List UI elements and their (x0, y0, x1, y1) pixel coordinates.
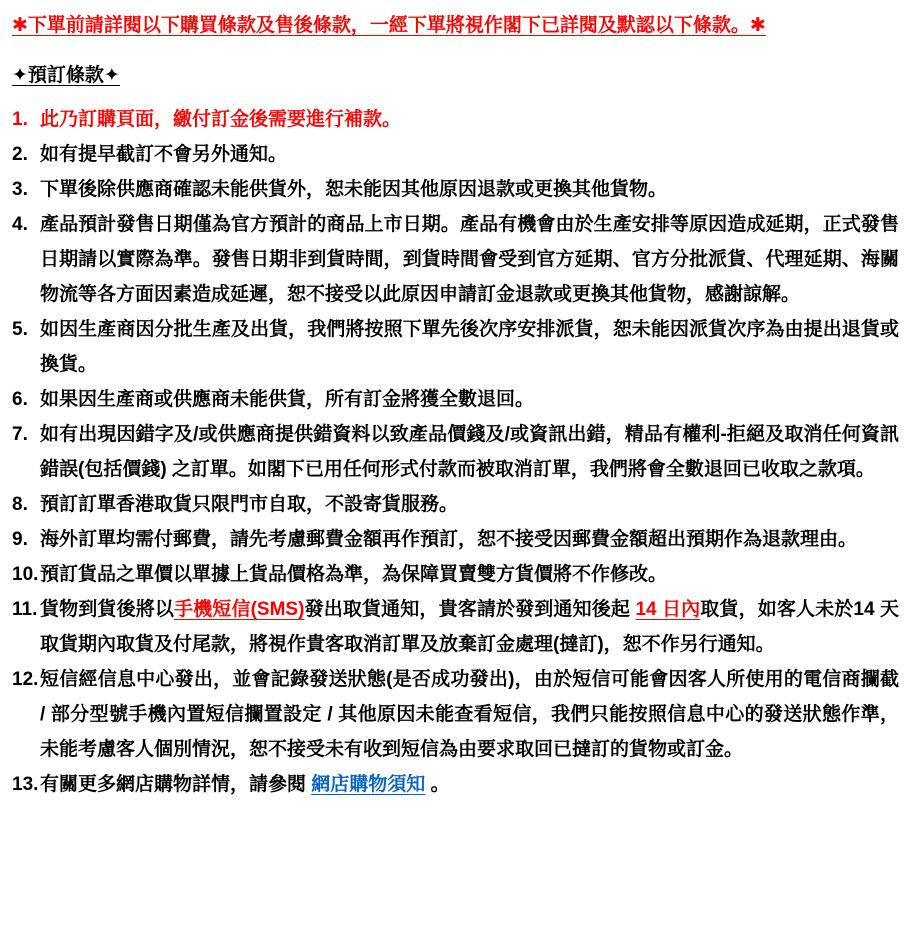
purchase-notice-banner: ✱下單前請詳閱以下購買條款及售後條款，一經下單將視作閣下已詳閱及默認以下條款。✱ (12, 15, 766, 36)
store-shopping-guide-link[interactable]: 網店購物須知 (311, 774, 426, 795)
term-number: 7. (12, 424, 28, 445)
term-number: 8. (12, 494, 28, 515)
term-number: 11. (12, 599, 38, 620)
term-text: 如有提早截訂不會另外通知。 (40, 144, 288, 165)
section-title-booking-terms: ✦預訂條款✦ (12, 65, 120, 86)
term-text: 如因生產商因分批生產及出貨，我們將按照下單先後次序安排派貨，恕未能因派貨次序為由提出退貨或換貨。 (40, 319, 899, 375)
pickup-deadline-highlight: 14 日內 (635, 599, 701, 620)
term-item-4 (12, 207, 899, 312)
term-item-6 (12, 382, 899, 417)
term-text: 此乃訂購頁面，繳付訂金後需要進行補款。 (40, 109, 402, 130)
term-item-2 (12, 137, 899, 172)
term-text: 海外訂單均需付郵費，請先考慮郵費金額再作預訂，恕不接受因郵費金額超出預期作為退款理由。 (40, 529, 858, 550)
term-number: 2. (12, 144, 28, 165)
term-text: 預訂訂單香港取貨只限門市自取，不設寄貨服務。 (40, 494, 459, 515)
term-text: 預訂貨品之單價以單據上貨品價格為準，為保障買賣雙方貨價將不作修改。 (40, 564, 668, 585)
term-text: 如有出現因錯字及/或供應商提供錯資料以致產品價錢及/或資訊出錯，精品有權利-拒絕及取消任何資訊錯誤(包括價錢) 之訂單。如閣下已用任何形式付款而被取消訂單，我們將會全數退回已收取之款項。 (40, 424, 899, 480)
term-item-9 (12, 522, 899, 557)
term-item-10 (12, 557, 899, 592)
term-number: 13. (12, 774, 39, 795)
term-item-12 (12, 662, 899, 767)
term-item-13 (12, 767, 899, 802)
term-text (40, 592, 899, 662)
term-item-1 (12, 102, 899, 137)
term-number: 12. (12, 669, 39, 690)
term-text-segment: 有關更多網店購物詳情，請參閱 (40, 774, 312, 795)
term-number: 5. (12, 319, 28, 340)
term-number: 6. (12, 389, 28, 410)
term-item-8 (12, 487, 899, 522)
term-text-segment: 貨物到貨後將以 (40, 599, 175, 620)
term-number: 4. (12, 214, 28, 235)
term-number: 1. (12, 109, 28, 130)
term-text: 如果因生產商或供應商未能供貨，所有訂金將獲全數退回。 (40, 389, 535, 410)
sms-notice-highlight: 手機短信(SMS) (174, 599, 305, 620)
term-text: 短信經信息中心發出，並會記錄發送狀態(是否成功發出)，由於短信可能會因客人所使用的電信商攔截 / 部分型號手機內置短信攔置設定 / 其他原因未能查看短信，我們只能按照信息中心的發送狀態作準，未能考慮客人個別情況，恕不接受未有收到短信為由要求取回已撻訂的貨物或訂金。 (40, 669, 899, 760)
term-item-7 (12, 417, 899, 487)
term-item-11 (12, 592, 899, 662)
term-item-5 (12, 312, 899, 382)
terms-list (12, 102, 899, 802)
term-number: 10. (12, 564, 39, 585)
term-text-segment: 取貨，如客人未於14 天取貨期內取貨及付尾款，將視作貴客取消訂單及放棄訂金處理(撻訂)，恕不作另行通知。 (40, 599, 899, 655)
term-number: 3. (12, 179, 28, 200)
term-number: 9. (12, 529, 28, 550)
term-item-3 (12, 172, 899, 207)
term-text: 產品預計發售日期僅為官方預計的商品上市日期。產品有機會由於生產安排等原因造成延期，正式發售日期請以實際為準。發售日期非到貨時間，到貨時間會受到官方延期、官方分批派貨、代理延期、海關物流等各方面因素造成延遲，恕不接受以此原因申請訂金退款或更換其他貨物，感謝諒解。 (40, 214, 899, 305)
term-text (40, 767, 899, 802)
term-text-segment: 發出取貨通知，貴客請於發到通知後起 (304, 599, 636, 620)
term-text: 下單後除供應商確認未能供貨外，恕未能因其他原因退款或更換其他貨物。 (40, 179, 668, 200)
term-text-segment: 。 (425, 774, 450, 795)
